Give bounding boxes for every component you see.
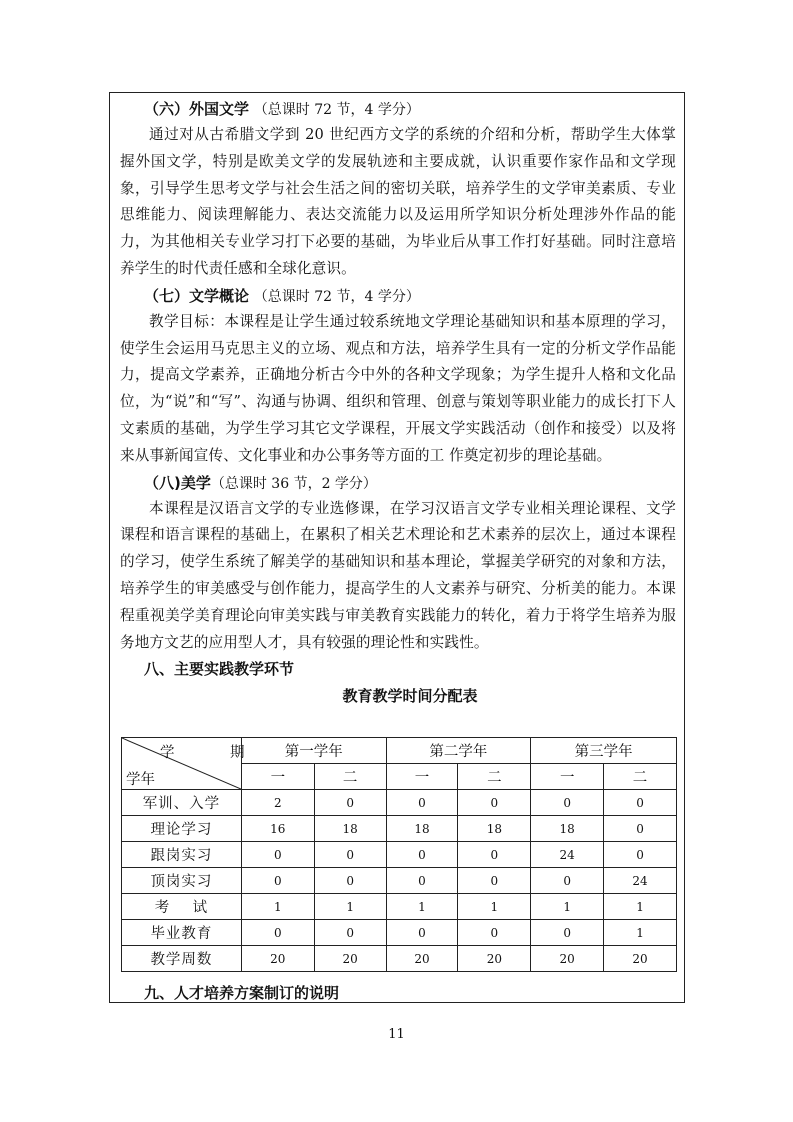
table-cell: 20 <box>314 946 386 972</box>
course-title: （七）文学概论 <box>144 286 250 305</box>
table-cell: 20 <box>604 946 677 972</box>
table-row <box>122 842 677 868</box>
term-header: 一 <box>386 764 458 790</box>
table-cell: 0 <box>458 920 531 946</box>
course-title: （六）外国文学 <box>144 100 250 118</box>
row-label: 理论学习 <box>122 816 242 842</box>
table-cell: 0 <box>531 920 604 946</box>
table-cell: 0 <box>604 816 677 842</box>
term-header: 一 <box>531 764 604 790</box>
year-header: 第二学年 <box>386 738 531 764</box>
course-meta: （总课时 72 节，4 学分） <box>253 102 420 118</box>
table-cell: 1 <box>604 894 677 920</box>
row-label: 毕业教育 <box>122 920 242 946</box>
table-cell: 0 <box>386 868 458 894</box>
table-cell: 18 <box>531 816 604 842</box>
table-cell: 0 <box>241 920 314 946</box>
course-title: （八)美学 <box>144 473 211 492</box>
table-cell: 1 <box>458 894 531 920</box>
table-cell: 2 <box>241 790 314 816</box>
table-cell: 24 <box>604 868 677 894</box>
table-cell: 0 <box>458 868 531 894</box>
table-cell: 20 <box>458 946 531 972</box>
term-header: 二 <box>458 764 531 790</box>
document-body <box>120 96 676 708</box>
table-cell: 0 <box>314 868 386 894</box>
table-cell: 0 <box>458 842 531 868</box>
term-header: 二 <box>604 764 677 790</box>
course-description: 本课程是汉语言文学的专业选修课，在学习汉语言文学专业相关理论课程、文学课程和语言课程的基础上，在累积了相关艺术理论和艺术素养的层次上，通过本课程的学习，使学生系统了解美学的基础知识和基本理论，掌握美学研究的对象和方法，培养学生的审美感受与创作能力，提高学生的人文素养与研究、分析美的能力。本课程重视美学美育理论向审美实践与审美教育实践能力的转化，着力于将学生培养为服务地方文艺的应用型人才，具有较强的理论性和实践性。 <box>120 499 676 651</box>
table-row <box>122 816 677 842</box>
course-description: 通过对从古希腊文学到 20 世纪西方文学的系统的介绍和分析，帮助学生大体掌握外国文学，特别是欧美文学的发展轨迹和主要成就，认识重要作家作品和文学现象，引导学生思考文学与社会生活之间的密切关联，培养学生的文学审美素质、专业思维能力、阅读理解能力、表达交流能力以及运用所学知识分析处理涉外作品的能力，为其他相关专业学习打下必要的基础，为毕业后从事工作打好基础。同时注意培养学生的时代责任感和全球化意识。 <box>120 126 676 277</box>
table-cell: 0 <box>386 920 458 946</box>
term-header: 一 <box>241 764 314 790</box>
table-cell: 20 <box>531 946 604 972</box>
row-label: 跟岗实习 <box>122 842 242 868</box>
table-row <box>122 946 677 972</box>
table-cell: 1 <box>241 894 314 920</box>
course-heading-literary-theory <box>120 283 676 309</box>
table-cell: 0 <box>531 790 604 816</box>
table-cell: 0 <box>604 842 677 868</box>
table-cell: 18 <box>386 816 458 842</box>
table-row <box>122 790 677 816</box>
table-cell: 18 <box>458 816 531 842</box>
table-row <box>122 894 677 920</box>
row-label: 考 试 <box>122 894 242 920</box>
table-cell: 1 <box>531 894 604 920</box>
row-label: 军训、入学 <box>122 790 242 816</box>
table-cell: 0 <box>314 920 386 946</box>
table-cell: 20 <box>241 946 314 972</box>
year-header: 第三学年 <box>531 738 677 764</box>
section-title-practice: 八、主要实践教学环节 <box>144 660 295 679</box>
table-cell: 0 <box>314 790 386 816</box>
table-cell: 0 <box>386 842 458 868</box>
table-row <box>122 868 677 894</box>
table-cell: 0 <box>386 790 458 816</box>
corner-label-xuenian: 学年 <box>126 772 155 788</box>
year-header: 第一学年 <box>241 738 386 764</box>
course-heading-foreign-literature <box>120 96 676 122</box>
corner-label-qi: 期 <box>230 745 245 761</box>
table-cell: 0 <box>241 868 314 894</box>
course-meta: （总课时 36 节，2 学分） <box>210 475 377 492</box>
table-cell: 20 <box>386 946 458 972</box>
table-cell: 1 <box>604 920 677 946</box>
page-number: 11 <box>388 1027 405 1042</box>
corner-label-xue: 学 <box>160 745 175 761</box>
term-header: 二 <box>314 764 386 790</box>
table-title: 教育教学时间分配表 <box>342 687 478 706</box>
table-corner-header <box>122 738 245 790</box>
table-cell: 0 <box>604 790 677 816</box>
table-cell: 18 <box>314 816 386 842</box>
table-cell: 0 <box>531 868 604 894</box>
table-row <box>122 920 677 946</box>
course-description: 教学目标：本课程是让学生通过较系统地文学理论基础知识和基本原理的学习， 使学生会运用马克思主义的立场、观点和方法，培养学生具有一定的分析文学作品能力，提高文学素养，正确地分析古今中外的各种文学现象；为学生提升人格和文化品位，为“说”和“写”、沟通与协调、组织和管理、创意与策划等职业能力的成长打下人文素质的基础，为学生学习其它文学课程，开展文学实践活动（创作和接受）以及将来从事新闻宣传、文化事业和办公事务等方面的工 作奠定初步的理论基础。 <box>120 312 676 464</box>
table-cell: 0 <box>241 842 314 868</box>
row-label: 教学周数 <box>122 946 242 972</box>
table-cell: 0 <box>458 790 531 816</box>
table-cell: 1 <box>386 894 458 920</box>
table-cell: 1 <box>314 894 386 920</box>
course-meta: （总课时 72 节，4 学分） <box>253 288 420 305</box>
section-title-notes: 九、人才培养方案制订的说明 <box>144 984 340 1002</box>
time-allocation-table <box>121 737 677 972</box>
table-cell: 0 <box>314 842 386 868</box>
table-cell: 16 <box>241 816 314 842</box>
table-cell: 24 <box>531 842 604 868</box>
row-label: 顶岗实习 <box>122 868 242 894</box>
course-heading-aesthetics <box>120 470 676 496</box>
